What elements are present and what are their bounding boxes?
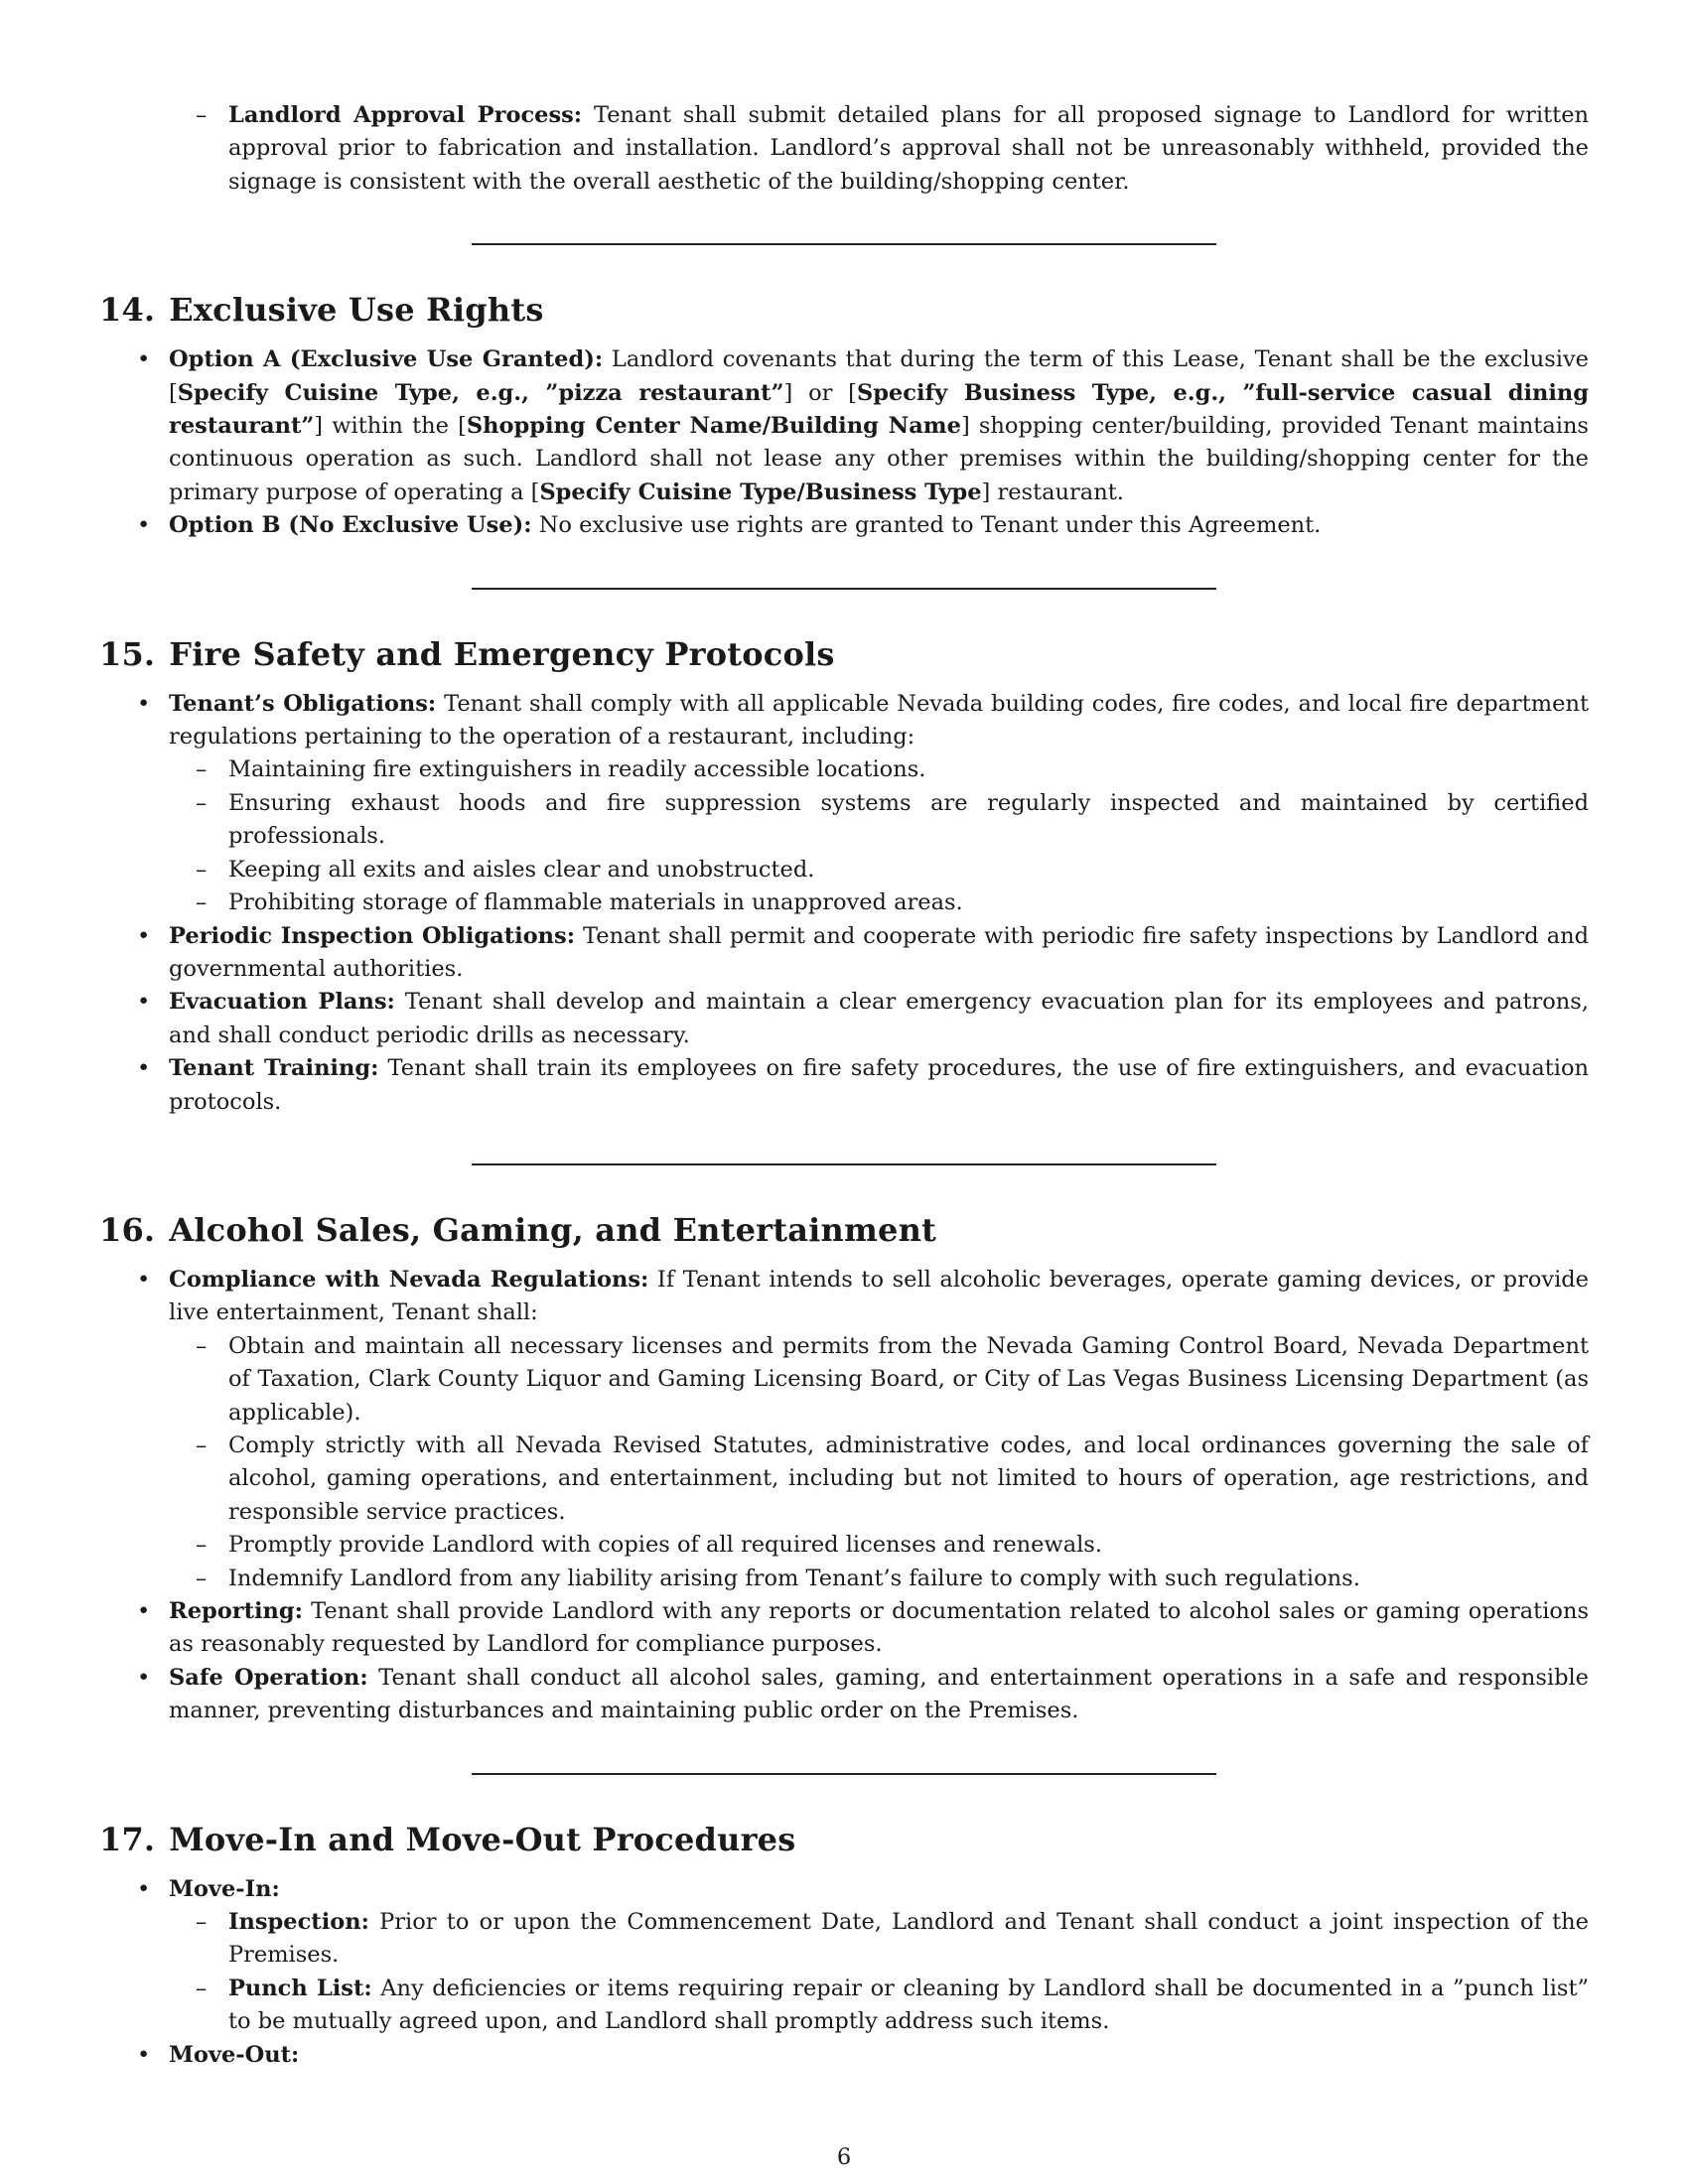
list-item-text: Ensuring exhaust hoods and fire suppression systems are regularly inspected and maintained by certified professionals.: [228, 789, 1589, 850]
list-item-text: Keeping all exits and aisles clear and unobstructed.: [228, 856, 815, 883]
section-16-title: Alcohol Sales, Gaming, and Entertainment: [169, 1210, 937, 1249]
option-a-item: [99, 343, 1589, 509]
compliance-item: [99, 1264, 1589, 1330]
move-in-item: [99, 1873, 1589, 1906]
section-14-number: 14.: [99, 291, 156, 330]
list-item-text: Indemnify Landlord from any liability arising from Tenant’s failure to comply with such regulations.: [228, 1565, 1360, 1591]
option-b-label: Option B (No Exclusive Use):: [169, 512, 532, 539]
list-item: [99, 753, 1589, 786]
dash-marker: –: [196, 102, 208, 128]
compliance-body: If Tenant intends to sell alcoholic beverages, operate gaming devices, or provide live entertainment, Tenant shall:: [169, 1266, 1589, 1326]
option-a-placeholder-business: Specify Business Type, e.g., ”full-service casual dining restaurant”: [169, 379, 1589, 440]
dash-marker: –: [196, 856, 208, 883]
section-divider: [472, 243, 1216, 245]
landlord-approval-item: [99, 99, 1589, 199]
bullet-marker: •: [137, 690, 151, 717]
landlord-approval-text: [228, 99, 1589, 199]
move-out-item: [99, 2039, 1589, 2072]
tenant-obligations-text: [169, 688, 1589, 754]
option-a-body-1: Landlord covenants that during the term of this Lease, Tenant shall be the exclusive [: [169, 346, 1589, 406]
list-item-text: Maintaining fire extinguishers in readily accessible locations.: [228, 756, 926, 783]
option-a-text: [169, 343, 1589, 509]
dash-marker: –: [196, 1975, 208, 2001]
tenant-training-body: Tenant shall train its employees on fire safety procedures, the use of fire extinguishers, and evacuation protocols.: [169, 1055, 1590, 1115]
safe-operation-label: Safe Operation:: [169, 1664, 368, 1691]
landlord-approval-body: Tenant shall submit detailed plans for all proposed signage to Landlord for written approval prior to fabrication and installation. Landlord’s approval shall not be unreasonably withheld, provided the signage is consistent with the overall aesthetic of the building/shopping center.: [228, 102, 1590, 195]
bullet-marker: •: [137, 1266, 151, 1293]
section-divider: [472, 1163, 1216, 1165]
periodic-inspection-body: Tenant shall permit and cooperate with periodic fire safety inspections by Landlord and governmental authorities.: [169, 922, 1589, 982]
dash-marker: –: [196, 1532, 208, 1559]
list-item-text: Promptly provide Landlord with copies of all required licenses and renewals.: [228, 1532, 1103, 1559]
punch-list-text: [228, 1973, 1589, 2039]
list-item: [99, 854, 1589, 887]
dash-marker: –: [196, 1909, 208, 1936]
bullet-marker: •: [137, 1875, 151, 1902]
safe-operation-item: [99, 1662, 1589, 1728]
dash-marker: –: [196, 1332, 208, 1359]
list-item: [99, 1563, 1589, 1595]
list-item: [99, 1330, 1589, 1430]
periodic-inspection-text: [169, 920, 1589, 987]
option-a-placeholder-cuisine: Specify Cuisine Type, e.g., ”pizza restaurant”: [177, 379, 784, 406]
section-15-title: Fire Safety and Emergency Protocols: [169, 634, 835, 673]
bullet-marker: •: [137, 1664, 151, 1691]
bullet-marker: •: [137, 922, 151, 949]
landlord-approval-label: Landlord Approval Process:: [228, 102, 583, 128]
bullet-marker: •: [137, 346, 151, 373]
tenant-obligations-item: [99, 688, 1589, 754]
bullet-marker: •: [137, 1598, 151, 1624]
section-14-heading: [99, 290, 1589, 330]
periodic-inspection-label: Periodic Inspection Obligations:: [169, 922, 576, 949]
tenant-training-text: [169, 1052, 1589, 1119]
punch-list-item: [99, 1973, 1589, 2039]
move-in-text: [169, 1873, 1589, 1906]
section-15-heading: [99, 634, 1589, 674]
option-a-body-5: ] restaurant.: [981, 478, 1124, 505]
bullet-marker: •: [137, 512, 151, 539]
inspection-text: [228, 1906, 1589, 1973]
bullet-marker: •: [137, 1055, 151, 1082]
list-item: [99, 787, 1589, 854]
option-a-body-2: ] or [: [783, 379, 857, 406]
list-item-text: Comply strictly with all Nevada Revised Statutes, administrative codes, and local ordinances governing the sale of alcohol, gaming operations, and entertainment, including but not limited to hours of operation, age restrictions, and responsible service practices.: [228, 1432, 1589, 1525]
reporting-body: Tenant shall provide Landlord with any reports or documentation related to alcohol sales or gaming operations as reasonably requested by Landlord for compliance purposes.: [169, 1598, 1589, 1658]
tenant-obligations-body: Tenant shall comply with all applicable Nevada building codes, fire codes, and local fire department regulations pertaining to the operation of a restaurant, including:: [169, 690, 1589, 751]
evacuation-plans-label: Evacuation Plans:: [169, 989, 395, 1016]
punch-list-body: Any deficiencies or items requiring repair or cleaning by Landlord shall be documented in a ”punch list” to be mutually agreed upon, and Landlord shall promptly address such items.: [228, 1975, 1589, 2035]
inspection-label: Inspection:: [228, 1909, 369, 1936]
dash-marker: –: [196, 889, 208, 916]
section-17-heading: [99, 1820, 1589, 1859]
section-17-number: 17.: [99, 1820, 156, 1858]
tenant-training-label: Tenant Training:: [169, 1055, 379, 1082]
list-item-text: Prohibiting storage of flammable materials in unapproved areas.: [228, 889, 963, 916]
reporting-label: Reporting:: [169, 1598, 303, 1624]
evacuation-plans-body: Tenant shall develop and maintain a clear emergency evacuation plan for its employees and patrons, and shall conduct periodic drills as necessary.: [169, 989, 1589, 1048]
section-divider: [472, 1773, 1216, 1775]
inspection-item: [99, 1906, 1589, 1973]
option-b-item: [99, 509, 1589, 542]
dash-marker: –: [196, 789, 208, 816]
option-a-placeholder-center: Shopping Center Name/Building Name: [466, 413, 961, 440]
list-item: [99, 1529, 1589, 1562]
option-b-body: No exclusive use rights are granted to Tenant under this Agreement.: [531, 512, 1322, 539]
move-out-label: Move-Out:: [169, 2041, 300, 2068]
option-a-body-3: ] within the [: [314, 413, 467, 440]
inspection-body: Prior to or upon the Commencement Date, Landlord and Tenant shall conduct a joint inspection of the Premises.: [228, 1909, 1589, 1969]
section-15-number: 15.: [99, 634, 156, 673]
reporting-text: [169, 1595, 1589, 1662]
option-a-placeholder-type: Specify Cuisine Type/Business Type: [539, 478, 982, 505]
section-16-heading: [99, 1210, 1589, 1250]
compliance-label: Compliance with Nevada Regulations:: [169, 1266, 649, 1293]
section-14-title: Exclusive Use Rights: [169, 291, 544, 330]
tenant-training-item: [99, 1052, 1589, 1119]
tenant-obligations-label: Tenant’s Obligations:: [169, 690, 437, 717]
section-16-number: 16.: [99, 1210, 156, 1249]
dash-marker: –: [196, 1432, 208, 1458]
dash-marker: –: [196, 756, 208, 783]
safe-operation-body: Tenant shall conduct all alcohol sales, gaming, and entertainment operations in a safe and responsible manner, preventing disturbances and maintaining public order on the Premises.: [169, 1664, 1589, 1724]
periodic-inspection-item: [99, 920, 1589, 987]
move-in-label: Move-In:: [169, 1875, 280, 1902]
section-17-title: Move-In and Move-Out Procedures: [169, 1820, 796, 1858]
bullet-marker: •: [137, 2041, 151, 2068]
reporting-item: [99, 1595, 1589, 1662]
bullet-marker: •: [137, 989, 151, 1016]
page-number: 6: [836, 2144, 852, 2170]
dash-marker: –: [196, 1565, 208, 1591]
move-out-text: [169, 2039, 1589, 2072]
list-item: [99, 887, 1589, 919]
option-a-body-4: ] shopping center/building, provided Tenant maintains continuous operation as such. Landlord shall not lease any other premises within the building/shopping center for the primary purpose of operating a [: [169, 413, 1589, 505]
compliance-text: [169, 1264, 1589, 1330]
list-item-text: Obtain and maintain all necessary licenses and permits from the Nevada Gaming Control Board, Nevada Department of Taxation, Clark County Liquor and Gaming Licensing Board, or City of Las Vegas Business Licensing Department (as applicable).: [228, 1332, 1589, 1426]
punch-list-label: Punch List:: [228, 1975, 372, 2001]
safe-operation-text: [169, 1662, 1589, 1728]
section-divider: [472, 588, 1216, 590]
list-item: [99, 1430, 1589, 1529]
evacuation-plans-item: [99, 986, 1589, 1052]
option-a-label: Option A (Exclusive Use Granted):: [169, 346, 604, 373]
option-b-text: [169, 509, 1589, 542]
evacuation-plans-text: [169, 986, 1589, 1052]
page-content: [99, 99, 1589, 2072]
